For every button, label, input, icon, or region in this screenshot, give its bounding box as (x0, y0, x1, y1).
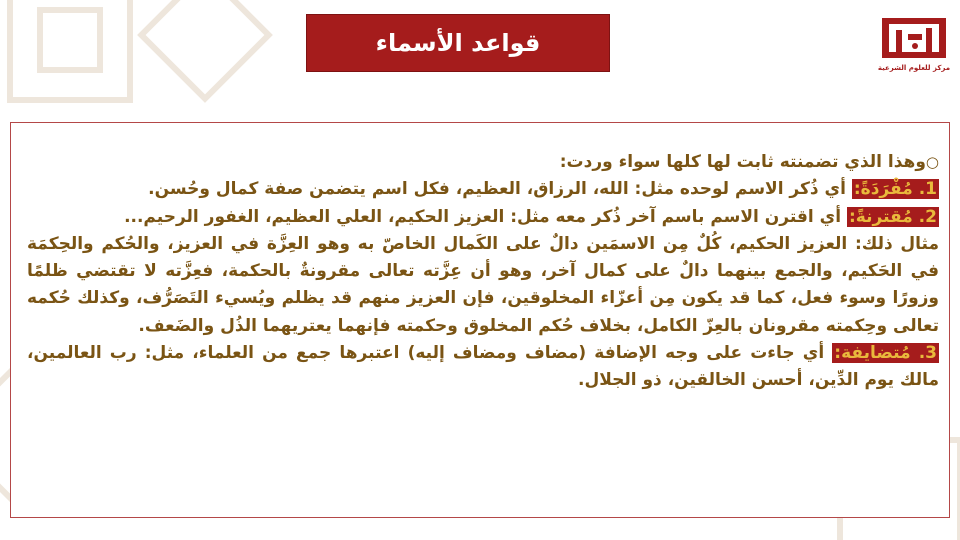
logo-subtitle: مركز للعلوم الشرعية (877, 64, 951, 72)
logo-mark-icon (874, 14, 954, 62)
item-2 (27, 204, 939, 231)
item-1-label: 1. مُفْرَدَةً: (853, 179, 937, 200)
item-1 (27, 176, 939, 203)
intro-text: وهذا الذي تضمنته ثابت لها كلها سواء وردت: (559, 152, 926, 172)
item-2-label: 2. مُقترنةً: (849, 206, 937, 227)
logo (874, 14, 954, 84)
item-3 (27, 340, 939, 395)
item-3-text: أي جاءت على وجه الإضافة (مضاف ومضاف إليه) اعتبرها جمع من العلماء، مثل: رب العالمين، مالك يوم الدِّين، أحسن الخالقين، ذو الجلال. (27, 343, 939, 391)
item-3-label: 3. مُتضايفة: (834, 343, 938, 364)
item-1-text: أي ذُكر الاسم لوحده مثل: الله، الرزاق، العظيم، فكل اسم يتضمن صفة كمال وحُسن. (148, 179, 852, 200)
item-2-text: أي اقترن الاسم باسم آخر ذُكر معه مثل: العزيز الحكيم، العلي العظيم، الغفور الرحيم... (124, 206, 847, 227)
page-title (306, 14, 610, 72)
bullet-icon: ○ (925, 153, 939, 171)
intro-line (27, 149, 939, 176)
example-paragraph: مثال ذلك: العزيز الحكيم، كُلٌ مِن الاسمَين دالٌ على الكَمال الخاصّ به وهو العِزَّة في العزيز، والحُكم والحِكمَة في الحَكيم، والجمع بينهما دالٌ على كمال آخر، وهو أن عِزَّته تعالى مقرونةٌ بالحكمة، فعِزَّته لا تقتضي ظلمًا وزورًا وسوء فعل، كما قد يكون مِن أعزّاء المخلوقين، فإن العزيز منهم قد يظلم ويُسيء التَصَرُّف، وكذلك حُكمه تعالى وحِكمته مقرونان بالعِزّ الكامل، بخلاف حُكم المخلوق وحكمته فإنهما يعتريهما الذُل والضَعف. (27, 233, 939, 336)
content-text (27, 149, 939, 395)
content-panel (10, 122, 950, 518)
page-title-text: قواعد الأسماء (375, 29, 541, 57)
